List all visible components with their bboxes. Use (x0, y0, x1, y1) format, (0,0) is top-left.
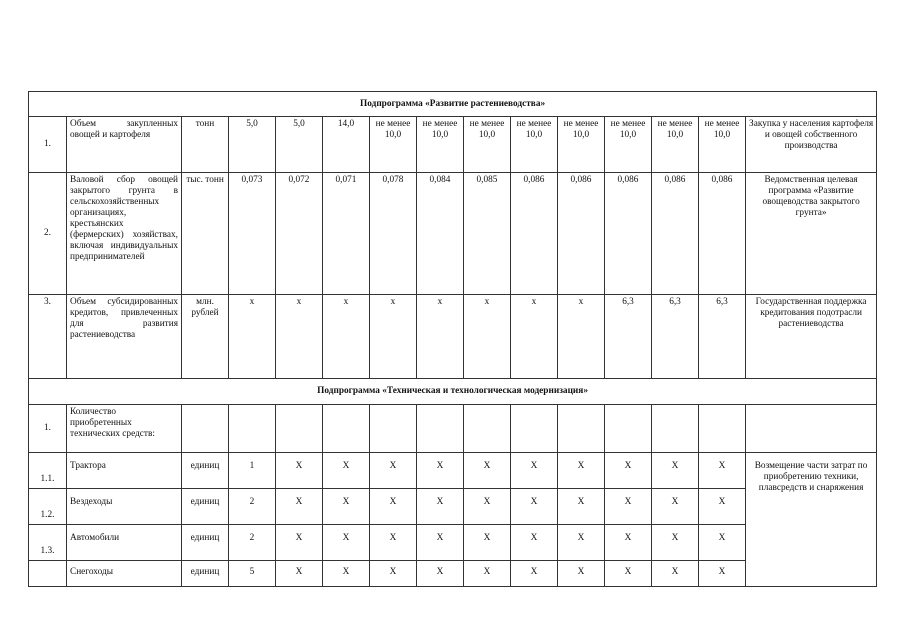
indicator-name: Валовой сбор овощей закрытого грунта в сельскохозяйственных организациях, крестьянских (фермерских) хозяйствах, включая индивидуальных предпринимателей (67, 173, 182, 295)
value-cell: X (558, 525, 605, 561)
value-cell: X (699, 525, 746, 561)
value-cell: 0,072 (276, 173, 323, 295)
value-cell: 5,0 (276, 117, 323, 173)
value-cell: не менее 10,0 (511, 117, 558, 173)
value-cell: 0,086 (699, 173, 746, 295)
table-row (29, 453, 877, 489)
value-cell: X (417, 525, 464, 561)
value-cell: x (511, 295, 558, 379)
value-cell: x (276, 295, 323, 379)
value-cell: X (464, 489, 511, 525)
value-cell: не менее 10,0 (464, 117, 511, 173)
row-number: 1. (29, 117, 67, 173)
section-title-row (29, 92, 877, 117)
value-cell: X (323, 489, 370, 525)
indicator-name: Количество приобретенных технических средств: (67, 405, 182, 453)
value-cell (605, 405, 652, 453)
value-cell: x (229, 295, 276, 379)
value-cell: X (370, 561, 417, 587)
value-cell: 0,086 (511, 173, 558, 295)
value-cell: 1 (229, 453, 276, 489)
value-cell: X (558, 561, 605, 587)
value-cell: X (511, 525, 558, 561)
value-cell (558, 405, 605, 453)
value-cell: X (323, 453, 370, 489)
value-cell: 0,086 (558, 173, 605, 295)
value-cell: X (276, 489, 323, 525)
unit-cell: единиц (182, 561, 229, 587)
row-number: 1.3. (29, 525, 67, 561)
value-cell: X (276, 453, 323, 489)
value-cell (511, 405, 558, 453)
note-cell (746, 405, 877, 453)
value-cell: 0,071 (323, 173, 370, 295)
indicator-name: Снегоходы (67, 561, 182, 587)
value-cell (417, 405, 464, 453)
table-row (29, 405, 877, 453)
value-cell: X (605, 561, 652, 587)
value-cell (229, 405, 276, 453)
unit-cell (182, 405, 229, 453)
value-cell (464, 405, 511, 453)
value-cell: не менее 10,0 (370, 117, 417, 173)
table-row (29, 117, 877, 173)
value-cell: X (276, 561, 323, 587)
value-cell: X (370, 489, 417, 525)
note-cell: Закупка у населения картофеля и овощей собственного производства (746, 117, 877, 173)
note-cell: Государственная поддержка кредитования подотрасли растениеводства (746, 295, 877, 379)
value-cell: x (370, 295, 417, 379)
row-number (29, 561, 67, 587)
value-cell: X (417, 453, 464, 489)
value-cell: 6,3 (652, 295, 699, 379)
indicators-table (28, 91, 877, 587)
value-cell (370, 405, 417, 453)
value-cell: 5 (229, 561, 276, 587)
indicator-name: Трактора (67, 453, 182, 489)
value-cell: 6,3 (605, 295, 652, 379)
value-cell: X (464, 453, 511, 489)
value-cell: не менее 10,0 (652, 117, 699, 173)
row-number: 1.2. (29, 489, 67, 525)
value-cell: 2 (229, 489, 276, 525)
value-cell: X (699, 489, 746, 525)
value-cell: X (511, 453, 558, 489)
row-number: 1.1. (29, 453, 67, 489)
value-cell: 0,086 (652, 173, 699, 295)
value-cell: x (323, 295, 370, 379)
value-cell: x (464, 295, 511, 379)
value-cell: X (558, 489, 605, 525)
value-cell (276, 405, 323, 453)
value-cell: не менее 10,0 (417, 117, 464, 173)
unit-cell: единиц (182, 489, 229, 525)
value-cell: X (511, 561, 558, 587)
note-cell: Ведомственная целевая программа «Развитие овощеводства закрытого грунта» (746, 173, 877, 295)
row-number: 3. (29, 295, 67, 379)
value-cell: 2 (229, 525, 276, 561)
section-title-row (29, 379, 877, 405)
value-cell: не менее 10,0 (558, 117, 605, 173)
value-cell: X (370, 453, 417, 489)
unit-cell: тонн (182, 117, 229, 173)
value-cell: X (417, 561, 464, 587)
value-cell: X (605, 453, 652, 489)
value-cell: x (417, 295, 464, 379)
value-cell: X (605, 489, 652, 525)
value-cell: x (558, 295, 605, 379)
value-cell: 14,0 (323, 117, 370, 173)
section-title: Подпрограмма «Техническая и технологическая модернизация» (29, 379, 877, 405)
value-cell: 0,086 (605, 173, 652, 295)
value-cell: не менее 10,0 (699, 117, 746, 173)
value-cell: X (511, 489, 558, 525)
value-cell: 0,078 (370, 173, 417, 295)
value-cell: X (652, 525, 699, 561)
unit-cell: млн. рублей (182, 295, 229, 379)
value-cell: X (464, 561, 511, 587)
value-cell: X (652, 561, 699, 587)
value-cell: X (652, 453, 699, 489)
value-cell (323, 405, 370, 453)
note-cell: Возмещение части затрат по приобретению техники, плавсредств и снаряжения (746, 453, 877, 587)
value-cell: X (558, 453, 605, 489)
value-cell: X (417, 489, 464, 525)
value-cell: X (464, 525, 511, 561)
value-cell: 0,085 (464, 173, 511, 295)
value-cell (652, 405, 699, 453)
row-number: 2. (29, 173, 67, 295)
table-row (29, 173, 877, 295)
value-cell: X (699, 561, 746, 587)
value-cell: 0,084 (417, 173, 464, 295)
value-cell: X (323, 561, 370, 587)
unit-cell: единиц (182, 525, 229, 561)
value-cell: X (605, 525, 652, 561)
value-cell: X (370, 525, 417, 561)
value-cell: X (323, 525, 370, 561)
row-number: 1. (29, 405, 67, 453)
value-cell: X (276, 525, 323, 561)
value-cell (699, 405, 746, 453)
section-title: Подпрограмма «Развитие растениеводства» (29, 92, 877, 117)
value-cell: X (652, 489, 699, 525)
value-cell: не менее 10,0 (605, 117, 652, 173)
indicator-name: Автомобили (67, 525, 182, 561)
indicator-name: Объем субсидированных кредитов, привлеченных для развития растениеводства (67, 295, 182, 379)
value-cell: X (699, 453, 746, 489)
table-row (29, 295, 877, 379)
value-cell: 6,3 (699, 295, 746, 379)
indicator-name: Вездеходы (67, 489, 182, 525)
unit-cell: тыс. тонн (182, 173, 229, 295)
value-cell: 5,0 (229, 117, 276, 173)
value-cell: 0,073 (229, 173, 276, 295)
unit-cell: единиц (182, 453, 229, 489)
indicator-name: Объем закупленных овощей и картофеля (67, 117, 182, 173)
